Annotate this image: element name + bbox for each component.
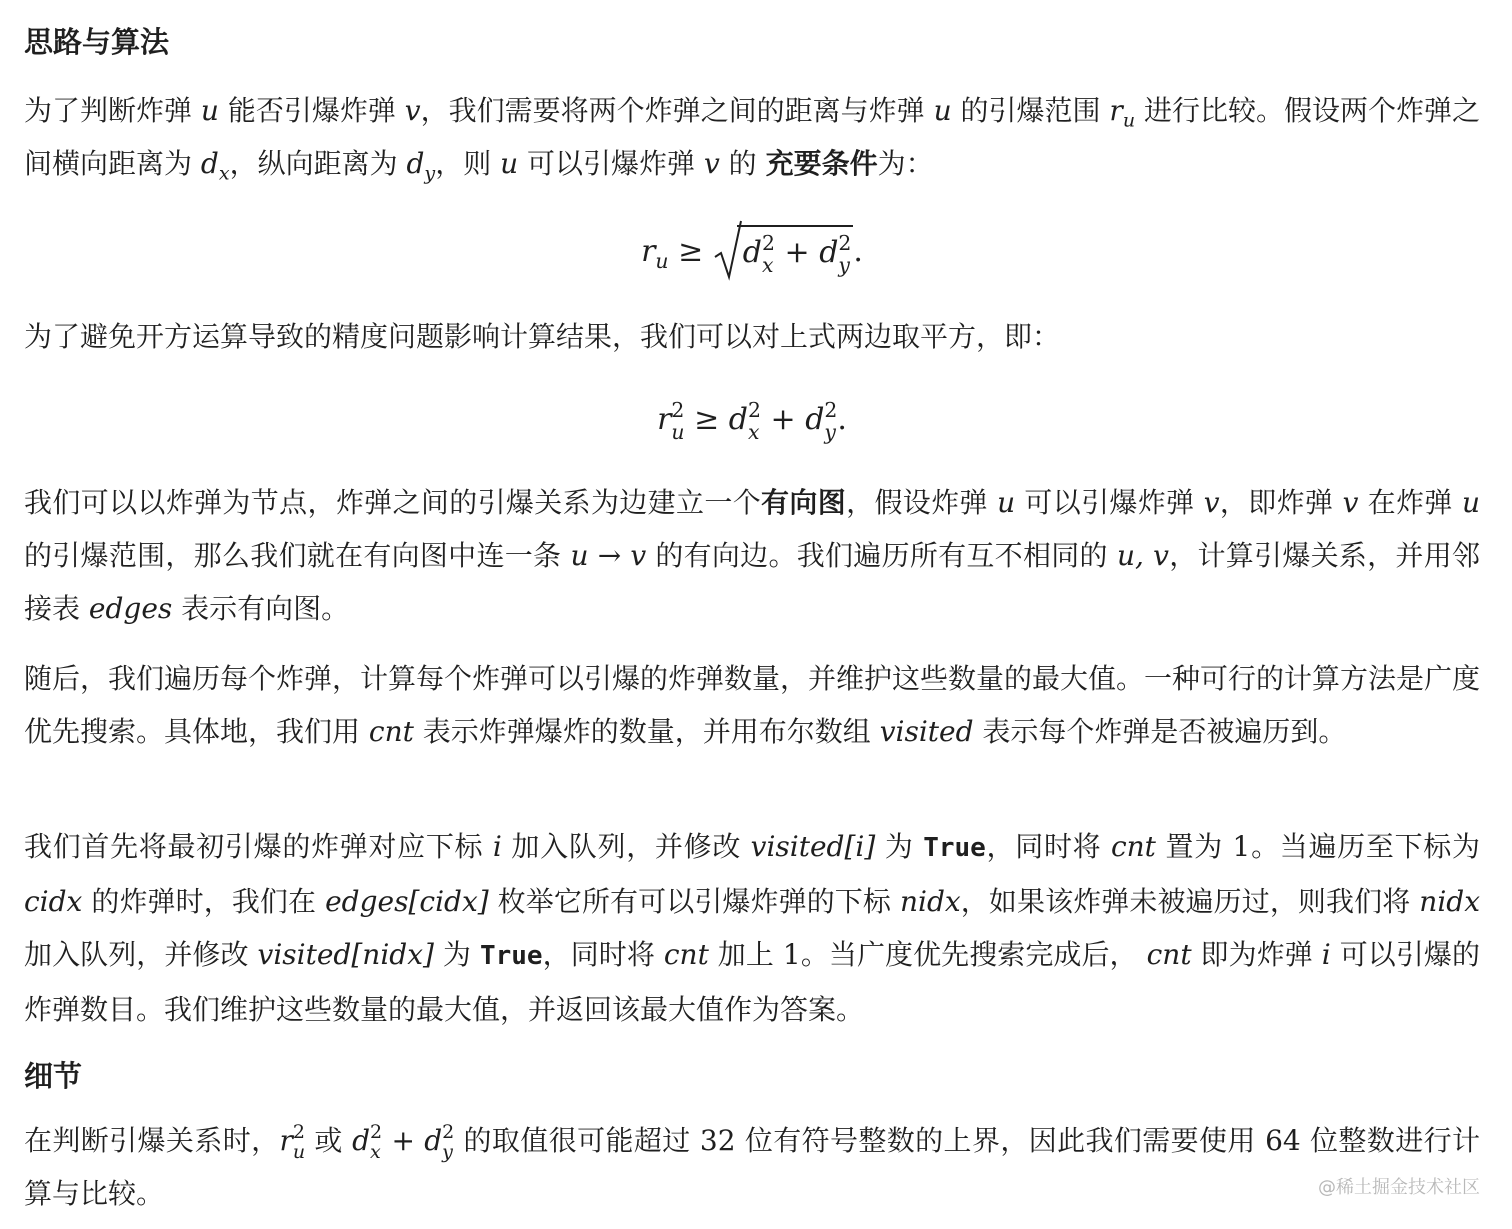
code-true: True [479, 941, 543, 971]
watermark: @稀土掘金技术社区 [1318, 1177, 1480, 1198]
expr-dx2-plus-dy2: d 2 x + d 2 y [352, 1120, 455, 1163]
var-cnt: cnt [368, 715, 414, 748]
var-d-x: $d_x$ [200, 147, 230, 185]
code-true: True [923, 833, 986, 863]
section-heading-approach: 思路与算法 [24, 25, 170, 59]
sqrt-radical: d 2 x + d 2 y [713, 223, 854, 283]
equation-sqrt: $r_u$ ≥ d 2 x + d 2 y . [24, 222, 1480, 283]
radical-sign-icon [713, 217, 743, 281]
var-visited: visited [879, 715, 974, 748]
paragraph-square-both-sides: 为了避免开方运算导致的精度问题影响计算结果，我们可以对上式两边取平方，即： [24, 320, 1061, 353]
var-d-y: $d_y$ [406, 147, 436, 185]
var-v: v [404, 94, 421, 127]
paragraph-bfs-intro: 随后，我们遍历每个炸弹，计算每个炸弹可以引爆的炸弹数量，并维护这些数量的最大值。一种可行的计算方法是广度优先搜索。具体地，我们用 cnt 表示炸弹爆炸的数量，并用布尔数组 visited 表示每个炸弹是否被遍历到。 [24, 662, 1481, 748]
var-r-u: $r_u$ [1109, 94, 1136, 132]
bold-term-necessary-sufficient: 充要条件 [765, 147, 878, 180]
var-u: u [933, 94, 952, 127]
var-u: u [500, 147, 519, 180]
paragraph-bfs-detail: 我们首先将最初引爆的炸弹对应下标 i 加入队列，并修改 visited[i] 为 True，同时将 cnt 置为 1。当遍历至下标为 cidx 的炸弹时，我们在 edges[cidx] 枚举它所有可以引爆炸弹的下标 nidx，如果该炸弹未被遍历过，则我们将 nidx 加入队列，并修改 visited[nidx] 为 True，同时将 cnt 加上 1。当广度优先搜索完成后， cnt 即为炸弹 i 可以引爆的炸弹数目。我们维护这些数量的最大值，并返回该最大值作为答案。 [24, 830, 1481, 1026]
bold-term-directed-graph: 有向图 [761, 486, 847, 519]
equation-squared: r 2 u ≥ d 2 x + d 2 y . [657, 398, 847, 444]
paragraph-condition-intro: 为了判断炸弹 u 能否引爆炸弹 v，我们需要将两个炸弹之间的距离与炸弹 u 的引爆范围 $r_u$ 进行比较。假设两个炸弹之间横向距离为 $d_x$，纵向距离为 $d_y$，则 u 可以引爆炸弹 v 的 充要条件为： [24, 94, 1480, 185]
section-heading-details: 细节 [24, 1059, 83, 1093]
var-r-u-squared: r 2 u [279, 1120, 306, 1163]
paragraph-overflow-note: 在判断引爆关系时，r 2 u 或 d 2 x + d 2 y 的取值很可能超过 32 位有符号整数的上界，因此我们需要使用 64 位整数进行计算与比较。 [24, 1120, 1480, 1210]
edge-u-to-v: u → v [570, 539, 647, 572]
var-edges: edges [88, 592, 173, 625]
var-v: v [703, 147, 720, 180]
paragraph-directed-graph: 我们可以以炸弹为节点，炸弹之间的引爆关系为边建立一个有向图，假设炸弹 u 可以引爆炸弹 v，即炸弹 v 在炸弹 u 的引爆范围，那么我们就在有向图中连一条 u → v 的有向边。我们遍历所有互不相同的 u, v，计算引爆关系，并用邻接表 edges 表示有向图。 [24, 486, 1480, 625]
var-u: u [200, 94, 219, 127]
